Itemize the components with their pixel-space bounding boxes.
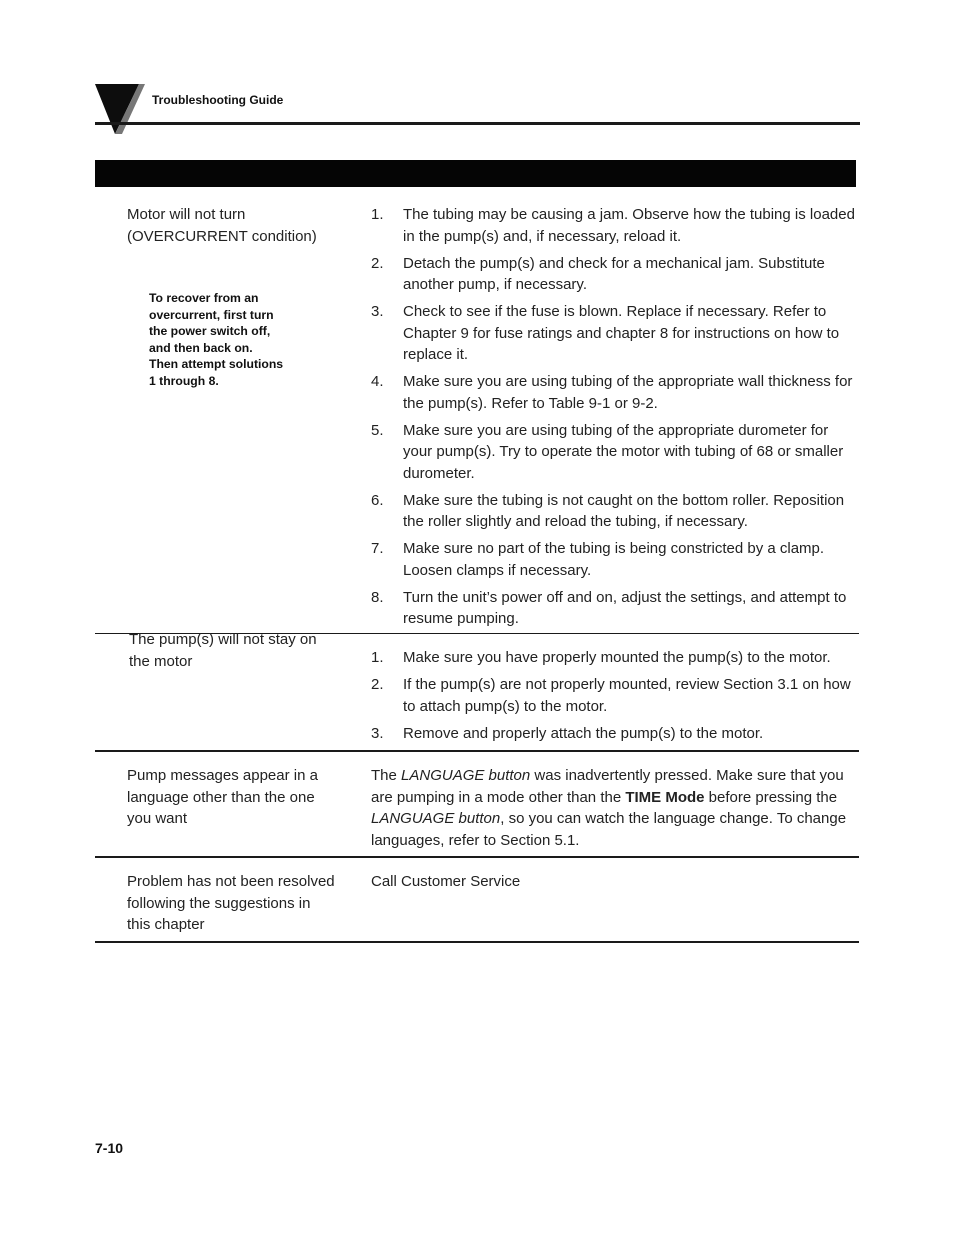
solution-item [371,587,861,630]
row-4-problem-line: following the suggestions in [127,894,311,912]
row-divider [95,856,859,858]
solution-item [371,371,861,414]
solution-text: Make sure no part of the tubing is being constricted by a clamp. Loosen clamps if necessary. [403,540,825,579]
solution-text-part: before pressing the [704,788,838,806]
language-button-reference: LANGUAGE button [371,810,501,827]
solution-item [371,647,861,669]
solution-text: Remove and properly attach the pump(s) to the motor. [403,724,764,742]
solution-item [371,674,861,717]
solution-text-part: The [371,767,402,784]
solution-number: 1. [371,206,384,223]
chapter-marker-icon [95,84,145,134]
note-line: overcurrent, first turn [149,307,274,322]
time-mode-reference: TIME Mode [625,788,705,806]
solution-item [371,301,861,366]
solution-number: 7. [371,540,384,557]
solution-number: 1. [371,649,384,666]
solution-text: Make sure the tubing is not caught on the bottom roller. Reposition the roller slightly and reload the tubing, if necessary. [403,491,845,530]
solution-item [371,490,861,533]
solution-number: 6. [371,491,384,509]
overcurrent-note [149,290,319,389]
solution-number: 5. [371,421,384,439]
table-bottom-rule [95,941,859,943]
language-button-reference: LANGUAGE button [401,767,531,784]
solution-text: Make sure you have properly mounted the pump(s) to the motor. [403,649,831,666]
solution-item [371,253,861,296]
solution-text: Turn the unit’s power off and on, adjust the settings, and attempt to resume pumping. [403,588,847,627]
row-4-problem-line: this chapter [127,916,205,933]
solution-item [371,723,861,745]
row-3-problem [127,765,337,830]
solution-text: If the pump(s) are not properly mounted, review Section 3.1 on how to attach pump(s) to the motor. [403,676,851,715]
row-2-solutions [371,647,861,750]
row-3-problem-line: you want [127,810,188,827]
solution-text: Make sure you are using tubing of the appropriate wall thickness for the pump(s). Refer to Table 9-1 or 9-2. [403,373,853,412]
row-1-problem-line: Motor will not turn [127,206,246,223]
header-title: Troubleshooting Guide [152,93,284,107]
solution-text: Detach the pump(s) and check for a mechanical jam. Substitute another pump, if necessary. [403,254,825,293]
row-3-solution [371,765,861,851]
solution-text-part: , so you can watch the language change. To change languages, refer to Section 5.1. [371,810,847,849]
solution-item [371,204,861,247]
note-line: Then attempt solutions [149,357,284,371]
row-4-solution: Call Customer Service [371,873,521,890]
solution-item [371,420,861,485]
solution-number: 2. [371,676,384,693]
row-1-problem-line: (OVERCURRENT condition) [127,227,317,245]
note-line: To recover from an [149,291,259,305]
note-line: 1 through 8. [149,373,219,388]
row-2-problem-line: The pump(s) will not stay on [129,631,317,648]
row-4-problem [127,871,337,936]
solution-number: 2. [371,254,384,272]
row-1-problem [127,204,337,247]
row-1-solutions [371,204,861,635]
solution-text-part: was inadvertently pressed. Make sure that you are pumping in a mode other than the [371,767,844,806]
row-2-problem-line: the motor [129,652,193,670]
table-header-bar [95,160,856,187]
solution-text: The tubing may be causing a jam. Observe how the tubing is loaded in the pump(s) and, if necessary, reload it. [403,206,855,245]
header-rule [95,122,860,125]
page-number: 7-10 [95,1140,124,1156]
solution-item [371,538,861,581]
solution-text: Make sure you are using tubing of the appropriate durometer for your pump(s). Try to operate the motor with tubing of 68 or smaller durometer. [403,421,844,482]
note-line: and then back on. [149,340,253,355]
solution-number: 3. [371,724,384,742]
solution-number: 3. [371,303,384,320]
row-4-problem-line: Problem has not been resolved [127,873,335,890]
row-3-problem-line: language other than the one [127,788,315,806]
row-divider [95,750,859,752]
row-2-problem [129,629,339,672]
row-3-problem-line: Pump messages appear in a [127,767,318,784]
solution-text: Check to see if the fuse is blown. Replace if necessary. Refer to Chapter 9 for fuse ratings and chapter 8 for instructions on how to replace it. [403,303,840,363]
note-line: the power switch off, [149,324,271,338]
solution-number: 4. [371,373,384,390]
solution-number: 8. [371,588,384,606]
